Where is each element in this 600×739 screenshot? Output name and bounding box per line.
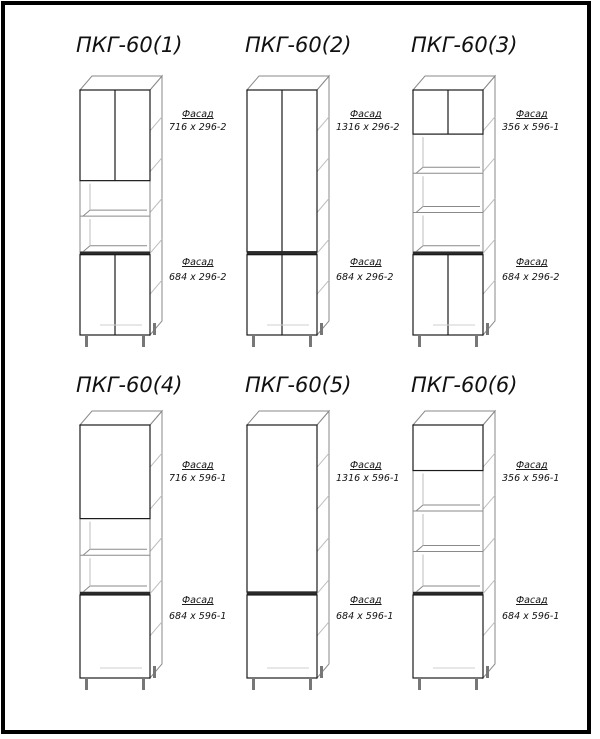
lower-facade-label: Фасад bbox=[182, 595, 214, 606]
upper-facade-dims: 356 x 596-1 bbox=[502, 122, 560, 133]
upper-facade-label: Фасад bbox=[182, 109, 214, 120]
top-panel bbox=[247, 411, 329, 425]
cabinet-drawing-1 bbox=[80, 76, 162, 347]
cabinet-leg bbox=[142, 335, 145, 347]
cabinet-title: ПКГ-60(4) bbox=[76, 373, 183, 397]
lower-facade-dims: 684 x 596-1 bbox=[169, 611, 227, 622]
cabinet-leg bbox=[475, 678, 478, 690]
cabinet-title: ПКГ-60(6) bbox=[411, 373, 518, 397]
cabinet-leg bbox=[418, 335, 421, 347]
upper-facade bbox=[413, 425, 483, 471]
upper-facade-dims: 1316 x 596-1 bbox=[336, 473, 400, 484]
lower-facade-dims: 684 x 296-2 bbox=[169, 272, 227, 283]
upper-facade-label: Фасад bbox=[182, 460, 214, 471]
top-panel bbox=[413, 76, 495, 90]
lower-facade-label: Фасад bbox=[516, 257, 548, 268]
top-panel bbox=[247, 76, 329, 90]
cabinet-drawing-2 bbox=[247, 76, 329, 347]
niche-shelf bbox=[83, 586, 147, 592]
lower-facade-dims: 684 x 596-1 bbox=[502, 611, 560, 622]
lower-facade-dims: 684 x 296-2 bbox=[336, 272, 394, 283]
lower-facade-label: Фасад bbox=[182, 257, 214, 268]
upper-facade-dims: 716 x 596-1 bbox=[169, 473, 227, 484]
cabinet-leg bbox=[309, 678, 312, 690]
lower-facade-label: Фасад bbox=[350, 257, 382, 268]
lower-facade-label: Фасад bbox=[350, 595, 382, 606]
upper-facade-label: Фасад bbox=[350, 460, 382, 471]
top-panel bbox=[413, 411, 495, 425]
cabinet-leg bbox=[85, 335, 88, 347]
cabinet-leg bbox=[252, 678, 255, 690]
upper-facade-label: Фасад bbox=[516, 460, 548, 471]
cabinet-title: ПКГ-60(3) bbox=[411, 33, 518, 57]
niche-shelf bbox=[83, 210, 147, 216]
cabinet-leg bbox=[153, 666, 156, 678]
cabinet-title: ПКГ-60(1) bbox=[76, 33, 183, 57]
lower-facade bbox=[247, 595, 317, 678]
upper-facade-label: Фасад bbox=[516, 109, 548, 120]
cabinet-leg bbox=[320, 666, 323, 678]
lower-facade-dims: 684 x 596-1 bbox=[336, 611, 394, 622]
lower-facade bbox=[80, 595, 150, 678]
upper-facade-dims: 1316 x 296-2 bbox=[336, 122, 400, 133]
niche-shelf bbox=[416, 207, 480, 213]
niche-shelf bbox=[416, 167, 480, 173]
cabinet-leg bbox=[309, 335, 312, 347]
cabinet-leg bbox=[320, 323, 323, 335]
cabinet-drawing-4 bbox=[80, 411, 162, 690]
top-panel bbox=[80, 76, 162, 90]
lower-facade-label: Фасад bbox=[516, 595, 548, 606]
cabinet-leg bbox=[153, 323, 156, 335]
cabinet-drawing-5 bbox=[247, 411, 329, 690]
upper-facade-dims: 356 x 596-1 bbox=[502, 473, 560, 484]
cabinet-leg bbox=[486, 323, 489, 335]
cabinet-leg bbox=[142, 678, 145, 690]
upper-facade-dims: 716 x 296-2 bbox=[169, 122, 227, 133]
cabinet-leg bbox=[85, 678, 88, 690]
niche-shelf bbox=[416, 246, 480, 252]
upper-facade bbox=[247, 425, 317, 592]
top-panel bbox=[80, 411, 162, 425]
cabinet-leg bbox=[486, 666, 489, 678]
upper-facade bbox=[80, 425, 150, 519]
cabinet-drawing-3 bbox=[413, 76, 495, 347]
cabinet-drawing-6 bbox=[413, 411, 495, 690]
niche-shelf bbox=[416, 586, 480, 592]
niche-shelf bbox=[83, 246, 147, 252]
cabinet-leg bbox=[252, 335, 255, 347]
cabinet-title: ПКГ-60(5) bbox=[245, 373, 352, 397]
upper-facade-label: Фасад bbox=[350, 109, 382, 120]
niche-shelf bbox=[416, 546, 480, 552]
lower-facade bbox=[413, 595, 483, 678]
lower-facade-dims: 684 x 296-2 bbox=[502, 272, 560, 283]
cabinet-leg bbox=[475, 335, 478, 347]
niche-shelf bbox=[416, 505, 480, 511]
cabinet-leg bbox=[418, 678, 421, 690]
niche-shelf bbox=[83, 549, 147, 555]
cabinet-title: ПКГ-60(2) bbox=[245, 33, 352, 57]
